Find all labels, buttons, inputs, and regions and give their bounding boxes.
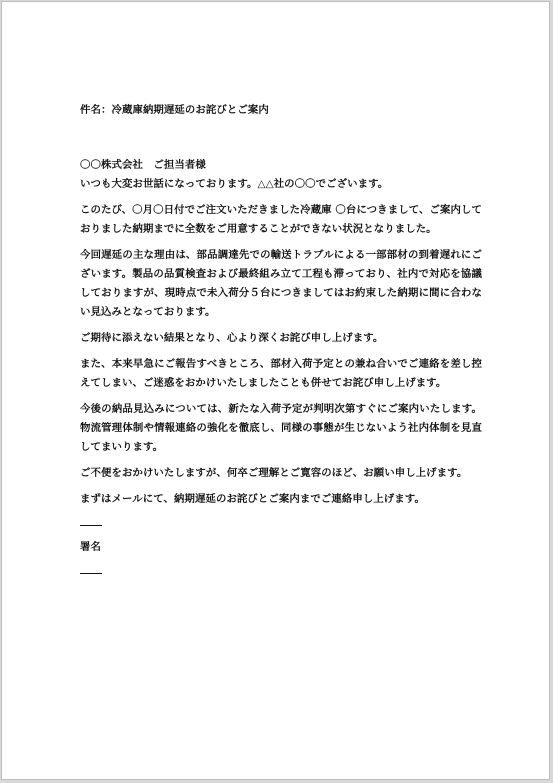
body-paragraph: また、本来早急にご報告すべきところ、部材入荷予定との兼ね合いでご連絡を差し控えてしまい、ご迷惑をおかけいたしましたことも併せてお詫び申し上げます。 — [80, 358, 482, 389]
email-subject: 件名：冷蔵庫納期遅延のお詫びとご案内 — [80, 104, 269, 116]
signature-top-rule — [80, 525, 102, 526]
body-paragraph: ご期待に添えない結果となり、心より深くお詫び申し上げます。 — [80, 332, 384, 344]
document-page — [1, 1, 550, 780]
recipient-line: 〇〇株式会社 ご担当者様 — [80, 159, 206, 171]
signature-label: 署名 — [80, 541, 101, 553]
closing-paragraph: まずはメールにて、納期遅延のお詫びとご案内までご連絡申し上げます。 — [80, 493, 425, 505]
greeting-paragraph: いつも大変お世話になっております。△△社の〇〇でございます。 — [80, 178, 389, 190]
body-paragraph: ご不便をおかけいたしますが、何卒ご理解とご寛容のほど、お願い申し上げます。 — [80, 467, 468, 479]
body-paragraph: 今後の納品見込みについては、新たな入荷予定が判明次第すぐにご案内いたします。物流管理体制や情報連絡の強化を徹底し、同様の事態が生じないよう社内体制を見直してまいります。 — [80, 403, 482, 453]
body-paragraph: 今回遅延の主な理由は、部品調達先での輸送トラブルによる一部部材の到着遅れにございます。製品の品質検査および最終組み立て工程も滞っており、社内で対応を協議しておりますが、現時点で未入荷分５台につきましてはお約束した納期に間に合わない見込みとなっております。 — [80, 249, 482, 318]
body-paragraph: このたび、〇月〇日付でご注文いただきました冷蔵庫 〇台につきまして、ご案内しておりました納期までに全数をご用意することができない状況となりました。 — [80, 204, 482, 235]
signature-bottom-rule — [80, 573, 102, 574]
letter-body — [80, 101, 482, 574]
